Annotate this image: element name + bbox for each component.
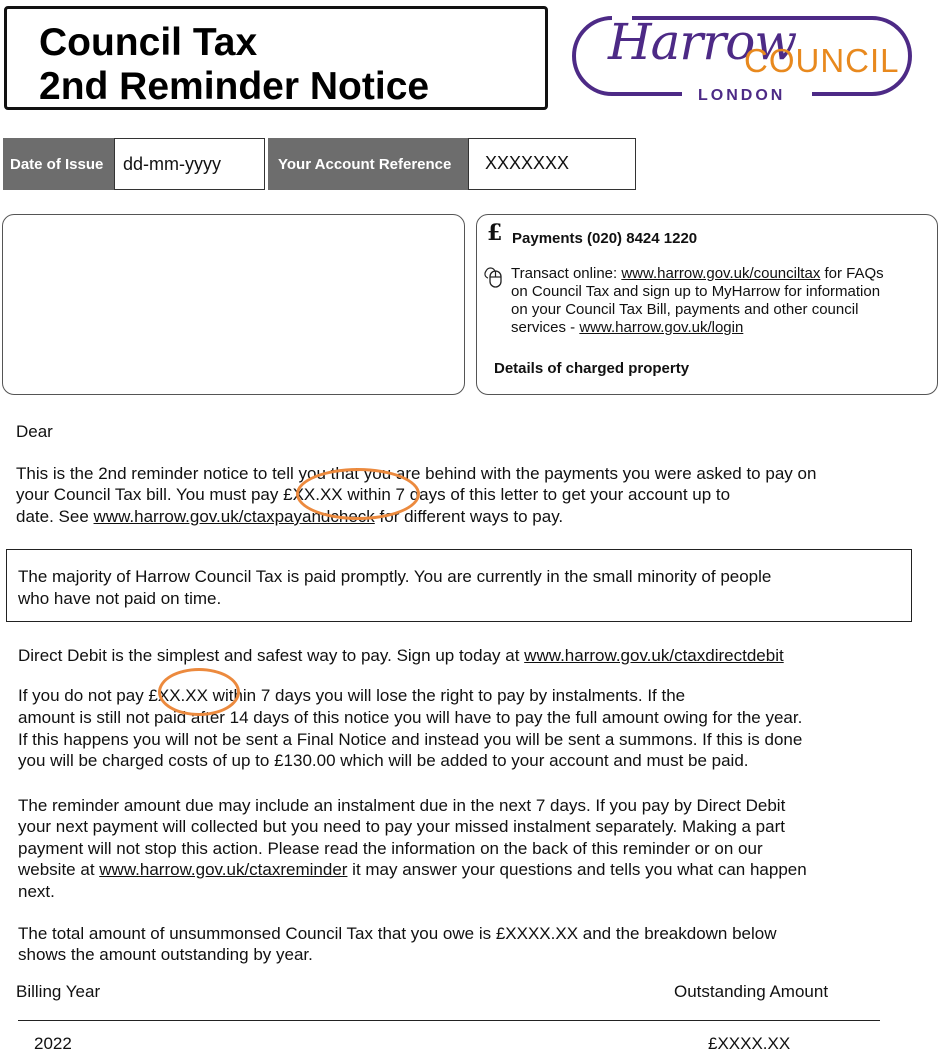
row-year: 2022	[34, 1034, 72, 1053]
logo-london: LONDON	[698, 87, 786, 104]
paragraph-4-line-1: The reminder amount due may include an instalment due in the next 7 days. If you pay by Direct Debit	[18, 796, 786, 815]
paragraph-4-line-2: your next payment will collected but you need to pay your missed instalment separately. Making a part	[18, 817, 785, 836]
paragraph-4-line-3: payment will not stop this action. Please read the information on the back of this reminder or on our	[18, 839, 763, 858]
ctaxreminder-link[interactable]: www.harrow.gov.uk/ctaxreminder	[99, 860, 348, 879]
login-link[interactable]: www.harrow.gov.uk/login	[579, 319, 744, 336]
payment-info-box	[476, 214, 938, 395]
online-line-4	[511, 319, 743, 337]
title-line-2: 2nd Reminder Notice	[39, 65, 430, 108]
account-reference-value: XXXXXXX	[468, 138, 636, 190]
see-prefix: date. See	[16, 507, 94, 526]
paragraph-3-line-2: amount is still not paid after 14 days of this notice you will have to pay the full amount owing for the year.	[18, 708, 803, 727]
notice-box	[6, 549, 912, 622]
title-line-1: Council Tax	[39, 21, 258, 64]
payments-phone: Payments (020) 8424 1220	[512, 230, 698, 247]
paragraph-4-line-5: next.	[18, 882, 55, 901]
paragraph-3-line-1: If you do not pay £XX.XX within 7 days you will lose the right to pay by instalments. If the	[18, 686, 686, 705]
logo-script: Harrow	[608, 13, 797, 71]
services-prefix: services -	[511, 319, 580, 336]
online-line-2: on Council Tax and sign up to MyHarrow for information	[511, 283, 881, 300]
table-row	[0, 1030, 942, 1056]
counciltax-link[interactable]: www.harrow.gov.uk/counciltax	[621, 265, 821, 282]
online-line-3: on your Council Tax Bill, payments and other council	[511, 301, 859, 318]
date-of-issue-value: dd-mm-yyyy	[114, 138, 265, 190]
paragraph-4-line-4	[18, 859, 807, 881]
direct-debit-line	[18, 645, 784, 667]
notice-line-1: The majority of Harrow Council Tax is paid promptly. You are currently in the small minority of people	[18, 567, 772, 586]
mouse-icon	[483, 265, 505, 291]
answer-suffix: it may answer your questions and tells you what can happen	[347, 860, 807, 879]
row-amount: £XXXX.XX	[708, 1034, 791, 1053]
paragraph-1-line-1: This is the 2nd reminder notice to tell you that you are behind with the payments you were asked to pay on	[16, 464, 817, 483]
logo-council: COUNCIL	[744, 42, 900, 79]
paragraph-5-line-2: shows the amount outstanding by year.	[18, 945, 313, 964]
directdebit-link[interactable]: www.harrow.gov.uk/ctaxdirectdebit	[524, 646, 784, 665]
table-divider	[18, 1020, 880, 1021]
paragraph-1-line-2: your Council Tax bill. You must pay £XX.XX within 7 days of this letter to get your account up to	[16, 485, 731, 504]
col-outstanding-amount: Outstanding Amount	[674, 982, 829, 1001]
salutation: Dear	[16, 422, 53, 441]
online-prefix: Transact online:	[511, 265, 622, 282]
address-box	[2, 214, 465, 395]
notice-line-2: who have not paid on time.	[18, 589, 222, 608]
pound-icon: £	[487, 220, 503, 246]
online-suffix: for FAQs	[820, 265, 884, 282]
date-of-issue-label: Date of Issue	[3, 138, 115, 190]
account-reference-label: Your Account Reference	[268, 138, 469, 190]
direct-debit-prefix: Direct Debit is the simplest and safest way to pay. Sign up today at	[18, 646, 525, 665]
paragraph-3-line-3: If this happens you will not be sent a Final Notice and instead you will be sent a summons. If this is done	[18, 730, 803, 749]
col-billing-year: Billing Year	[16, 982, 101, 1001]
online-line-1	[511, 265, 884, 283]
paragraph-5-line-1: The total amount of unsummonsed Council Tax that you owe is £XXXX.XX and the breakdown below	[18, 924, 777, 943]
property-heading: Details of charged property	[494, 360, 690, 377]
title-box	[4, 6, 548, 110]
website-prefix: website at	[18, 860, 100, 879]
paragraph-1-line-3	[16, 506, 563, 528]
harrow-council-logo	[572, 10, 914, 106]
payandcheck-link[interactable]: www.harrow.gov.uk/ctaxpayandcheck	[93, 507, 375, 526]
ways-suffix: for different ways to pay.	[374, 507, 564, 526]
paragraph-3-line-4: you will be charged costs of up to £130.00 which will be added to your account and must be paid.	[18, 751, 749, 770]
